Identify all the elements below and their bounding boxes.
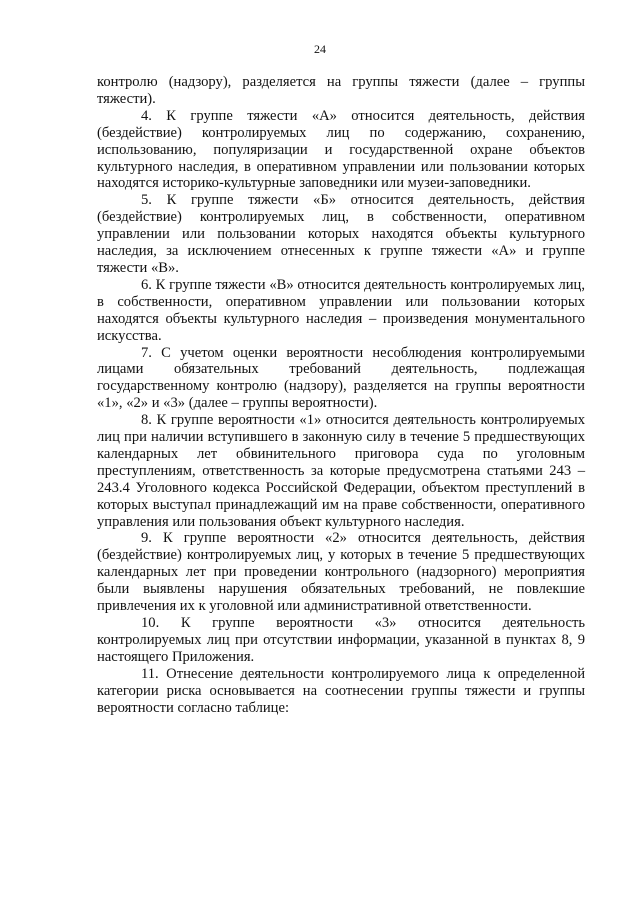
paragraph-continuation: контролю (надзору), разделяется на группы тяжести (далее – группы тяжести). xyxy=(97,74,585,107)
paragraph-item-5: 5. К группе тяжести «Б» относится деятельность, действия (бездействие) контролируемых лиц, в собственности, оперативном управлении или пользовании которых находятся объекты культурного наследия, за исключением отнесенных к группе тяжести «А» и группе тяжести «В». xyxy=(97,192,585,276)
paragraph-item-4: 4. К группе тяжести «А» относится деятельность, действия (бездействие) контролируемых лиц по содержанию, сохранению, использованию, популяризации и государственной охране объектов культурного наследия, в оперативном управлении или пользовании которых находятся историко-культурные заповедники или музеи-заповедники. xyxy=(97,107,585,192)
paragraph-item-7: 7. С учетом оценки вероятности несоблюдения контролируемыми лицами обязательных требований деятельность, подлежащая государственному контролю (надзору), разделяется на группы вероятности «1», «2» и «3» (далее – группы вероятности). xyxy=(97,344,585,412)
paragraph-item-6: 6. К группе тяжести «В» относится деятельность контролируемых лиц, в собственности, оперативном управлении или пользовании которых находятся объекты культурного наследия – произведения монументального искусства. xyxy=(97,276,585,344)
document-body xyxy=(97,74,585,716)
paragraph-item-9: 9. К группе вероятности «2» относится деятельность, действия (бездействие) контролируемых лиц, у которых в течение 5 предшествующих календарных лет при проведении контрольного (надзорного) мероприятия были выявлены нарушения обязательных требований, не повлекшие привлечения их к уголовной или административной ответственности. xyxy=(97,530,585,615)
page-number: 24 xyxy=(314,42,326,56)
paragraph-item-10: 10. К группе вероятности «3» относится деятельность контролируемых лиц при отсутствии информации, указанной в пунктах 8, 9 настоящего Приложения. xyxy=(97,615,585,665)
paragraph-item-8: 8. К группе вероятности «1» относится деятельность контролируемых лиц при наличии вступившего в законную силу в течение 5 предшествующих календарных лет обвинительного приговора суда по уголовным преступлениям, ответственность за которые предусмотрена статьями 243 – 243.4 Уголовного кодекса Российской Федерации, объектом преступлений в которых выступал принадлежащий им на праве собственности, оперативного управления или пользования объект культурного наследия. xyxy=(97,412,585,530)
paragraph-item-11: 11. Отнесение деятельности контролируемого лица к определенной категории риска основывается на соотнесении группы тяжести и группы вероятности согласно таблице: xyxy=(97,665,585,716)
